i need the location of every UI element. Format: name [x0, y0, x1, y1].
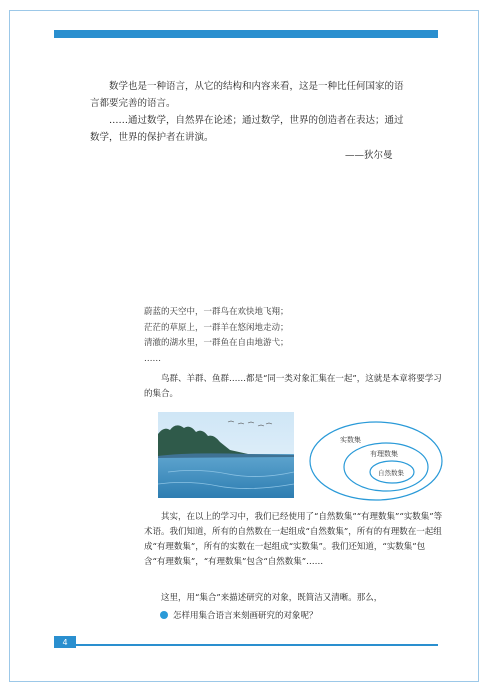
rational-number-set-label: 有理数集: [370, 450, 398, 458]
footer-rule: [54, 644, 438, 646]
page-number: 4: [54, 636, 76, 648]
body-paragraph-text: 其实，在以上的学习中，我们已经使用了“自然数集”“有理数集”“实数集”等术语。我们知道，所有的自然数在一起组成“自然数集”，所有的有理数在一起组成“有理数集”，所有的实数在一起组成“实数集”。我们还知道，“实数集”包含“有理数集”，“有理数集”包含“自然数集”……: [144, 512, 443, 567]
intro-paragraph-text: 鸟群、羊群、鱼群……都是“同一类对象汇集在一起”，这就是本章将要学习的集合。: [144, 374, 442, 399]
poem-line: ……: [144, 353, 161, 364]
epigraph: [90, 78, 410, 146]
poem-line: 茫茫的草原上，一群羊在悠闲地走动；: [144, 322, 289, 333]
poem: [144, 305, 289, 367]
epigraph-line-1: 数学也是一种语言，从它的结构和内容来看，这是一种比任何国家的语言都要完善的语言。: [90, 81, 404, 109]
bullet-icon: [160, 611, 168, 619]
epigraph-author: ——狄尔曼: [345, 150, 393, 161]
real-number-set-label: 实数集: [340, 436, 361, 444]
lake-photo: [158, 412, 294, 498]
venn-diagram: [308, 420, 444, 502]
poem-line: 蔚蓝的天空中，一群鸟在欢快地飞翔；: [144, 307, 289, 317]
top-border: [54, 30, 438, 38]
transition-paragraph-text: 这里，用“集合”来描述研究的对象，既简洁又清晰。那么，: [161, 593, 383, 603]
real-number-set-ellipse: [310, 422, 442, 500]
poem-line: 清澈的湖水里，一群鱼在自由地游弋；: [144, 338, 289, 348]
transition-paragraph: [144, 591, 444, 606]
intro-paragraph: [144, 372, 444, 402]
guiding-question-text: 怎样用集合语言来刻画研究的对象呢？: [173, 611, 318, 621]
guiding-question: [160, 609, 318, 621]
body-paragraph: [144, 510, 444, 570]
lake-image: [158, 412, 294, 498]
epigraph-line-2: ……通过数学，自然界在论述；通过数学，世界的创造者在表达；通过数学，世界的保护者在讲演。: [90, 115, 404, 143]
natural-number-set-label: 自然数集: [378, 469, 404, 477]
